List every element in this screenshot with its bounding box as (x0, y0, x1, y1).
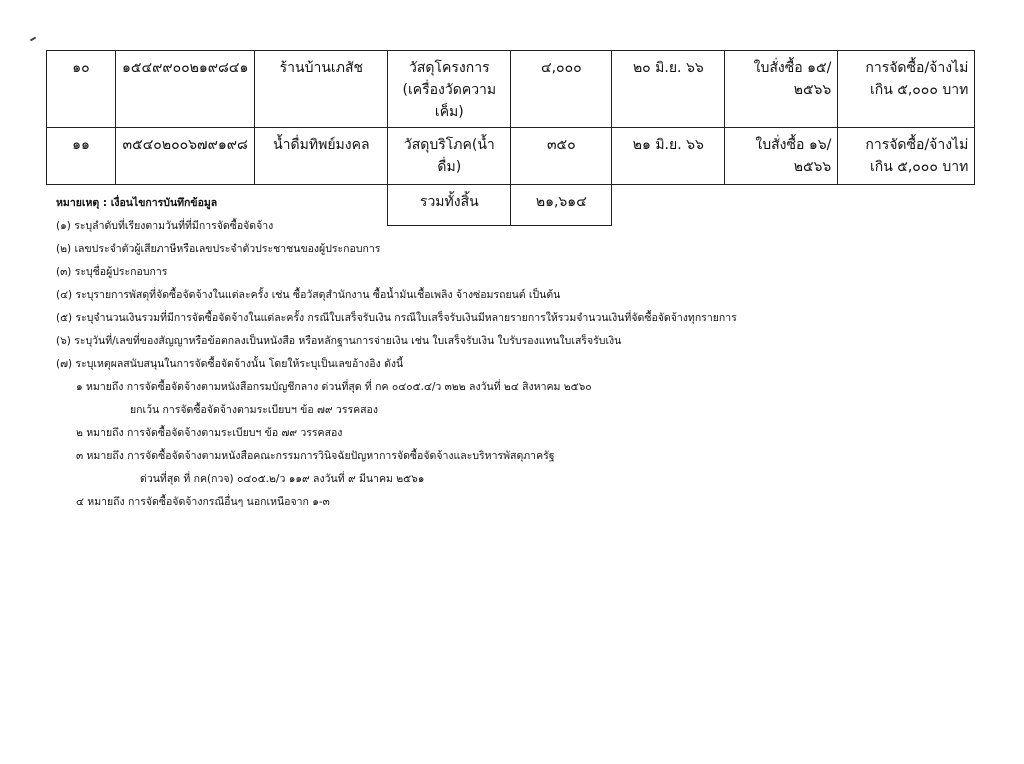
purchase-order-ref: ใบสั่งซื้อ ๑๕/ ๒๕๖๖ (725, 51, 838, 128)
table-row (47, 51, 975, 128)
remark-item: (๕) ระบุจำนวนเงินรวมที่มีการจัดซื้อจัดจ้างในแต่ละครั้ง กรณีใบเสร็จรับเงิน กรณีใบเสร็จรับเงินมีหลายรายการให้รวมจำนวนเงินที่จัดซื้อจัดจ้างทุกรายการ (56, 312, 737, 324)
row-number: ๑๑ (47, 128, 116, 185)
item-description: วัสดุบริโภค(น้ำดื่ม) (388, 128, 511, 185)
remark-item: (๓) ระบุชื่อผู้ประกอบการ (56, 266, 168, 278)
reason-code-note-continuation: ยกเว้น การจัดซื้อจัดจ้างตามระเบียบฯ ข้อ ๗๙ วรรคสอง (130, 404, 378, 416)
vendor-name: น้ำดื่มทิพย์มงคล (255, 128, 388, 185)
reason-code-note: ๒ หมายถึง การจัดซื้อจัดจ้างตามระเบียบฯ ข้อ ๗๙ วรรคสอง (76, 427, 343, 439)
row-number: ๑๐ (47, 51, 116, 128)
purchase-date: ๒๐ มิ.ย. ๖๖ (612, 51, 725, 128)
tax-id: ๑๕๔๙๙๐๐๒๑๙๘๔๑ (116, 51, 255, 128)
table-row (47, 128, 975, 185)
remarks-heading: หมายเหตุ : เงื่อนไขการบันทึกข้อมูล (56, 197, 218, 209)
scan-speck (30, 37, 36, 42)
remark-item: (๖) ระบุวันที่/เลขที่ของสัญญาหรือข้อตกลงเป็นหนังสือ หรือหลักฐานการจ่ายเงิน เช่น ใบเสร็จรับเงิน ใบรับรองแทนใบเสร็จรับเงิน (56, 335, 622, 347)
remarks-section (56, 192, 996, 514)
amount: ๓๕๐ (511, 128, 612, 185)
reason-code-note-continuation: ด่วนที่สุด ที่ กค(กวจ) ๐๔๐๕.๒/ว ๑๑๙ ลงวันที่ ๙ มีนาคม ๒๕๖๑ (140, 473, 425, 485)
vendor-name: ร้านบ้านเภสัช (255, 51, 388, 128)
purchase-date: ๒๑ มิ.ย. ๖๖ (612, 128, 725, 185)
remark-item: (๑) ระบุลำดับที่เรียงตามวันที่ที่มีการจัดซื้อจัดจ้าง (56, 220, 274, 232)
remark-item: (๗) ระบุเหตุผลสนับสนุนในการจัดซื้อจัดจ้างนั้น โดยให้ระบุเป็นเลขอ้างอิง ดังนี้ (56, 358, 404, 370)
remark-item: (๒) เลขประจำตัวผู้เสียภาษีหรือเลขประจำตัวประชาชนของผู้ประกอบการ (56, 243, 381, 255)
item-description: วัสดุโครงการ (เครื่องวัดความเค็ม) (388, 51, 511, 128)
remark-item: (๔) ระบุรายการพัสดุที่จัดซื้อจัดจ้างในแต่ละครั้ง เช่น ซื้อวัสดุสำนักงาน ซื้อน้ำมันเชื้อเพลิง จ้างซ่อมรถยนต์ เป็นต้น (56, 289, 561, 301)
reason-code-note: ๑ หมายถึง การจัดซื้อจัดจ้างตามหนังสือกรมบัญชีกลาง ด่วนที่สุด ที่ กค ๐๔๐๕.๔/ว ๓๒๒ ลงวันที่ ๒๔ สิงหาคม ๒๕๖๐ (76, 381, 592, 393)
total-amount: ๒๑,๖๑๔ (511, 185, 612, 226)
reason-code-note: ๓ หมายถึง การจัดซื้อจัดจ้างตามหนังสือคณะกรรมการวินิจฉัยปัญหาการจัดซื้อจัดจ้างและบริหารพัสดุภาครัฐ (76, 450, 555, 462)
procurement-reason: การจัดซื้อ/จ้างไม่เกิน ๕,๐๐๐ บาท (838, 51, 975, 128)
procurement-reason: การจัดซื้อ/จ้างไม่เกิน ๕,๐๐๐ บาท (838, 128, 975, 185)
total-label: รวมทั้งสิ้น (388, 185, 511, 226)
tax-id: ๓๕๔๐๒๐๐๖๗๙๑๙๘ (116, 128, 255, 185)
reason-code-note: ๔ หมายถึง การจัดซื้อจัดจ้างกรณีอื่นๆ นอกเหนือจาก ๑-๓ (76, 496, 330, 508)
purchase-order-ref: ใบสั่งซื้อ ๑๖/ ๒๕๖๖ (725, 128, 838, 185)
amount: ๔,๐๐๐ (511, 51, 612, 128)
